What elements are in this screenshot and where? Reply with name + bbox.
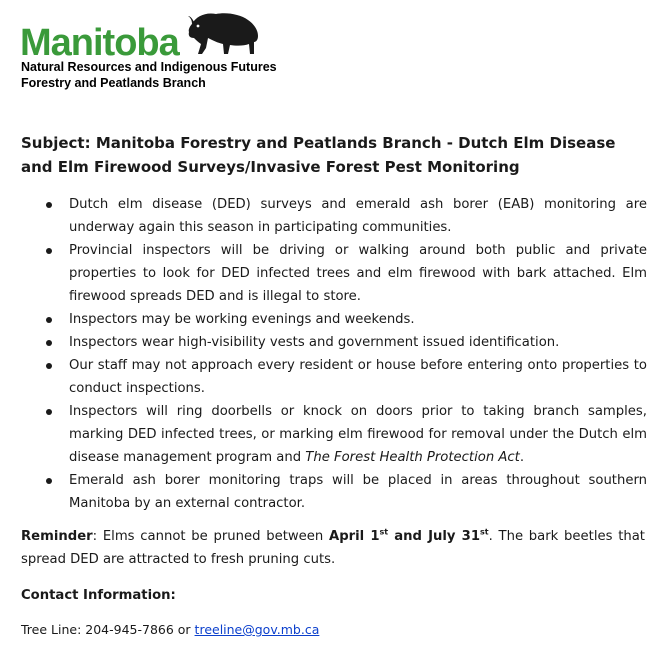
reminder-label: Reminder [21,529,93,544]
bison-icon [186,10,262,58]
bullet-icon [46,317,52,323]
list-item [21,469,647,515]
logo-wordmark: Manitoba [20,22,179,64]
bullet-icon [46,478,52,484]
contact-heading: Contact Information: [21,588,176,603]
list-item-text: Inspectors wear high-visibility vests and government issued identification. [69,335,560,350]
list-item [21,239,647,308]
bullet-icon [46,202,52,208]
list-item-text: Our staff may not approach every resident or house before entering onto properties to conduct inspections. [69,358,647,396]
list-item [21,193,647,239]
list-item-text: Dutch elm disease (DED) surveys and emerald ash borer (EAB) monitoring are underway again this season in participating communities. [69,197,647,235]
list-item [21,308,647,331]
date-text: April 1 [329,529,380,544]
contact-line [21,620,319,640]
list-item-text [69,404,647,465]
bullet-icon [46,363,52,369]
date-suffix: st [379,527,389,537]
manitoba-logo [20,10,270,62]
act-title: The Forest Health Protection Act [305,450,520,465]
reminder-date-start [329,529,489,544]
bullet-icon [46,248,52,254]
list-item-text-part: . [519,450,525,465]
list-item-text-part: Inspectors will ring doorbells or knock on doors prior to taking branch samples, marking DED infected trees, or marking elm firewood for removal under the Dutch elm disease management program and [69,404,647,465]
reminder-paragraph [21,525,645,571]
department-name: Natural Resources and Indigenous Futures [21,60,277,74]
bullet-icon [46,409,52,415]
list-item [21,354,647,400]
list-item-text: Provincial inspectors will be driving or walking around both public and private properties to look for DED infected trees and elm firewood with bark attached. Elm firewood spreads DED and is illegal to store. [69,243,647,304]
bullet-list [21,193,647,515]
list-item-text: Inspectors may be working evenings and weekends. [69,312,415,327]
date-text: July 31 [428,529,481,544]
email-link[interactable]: treeline@gov.mb.ca [194,622,320,637]
tree-line-phone: Tree Line: 204-945-7866 or [21,622,195,637]
list-item-text: Emerald ash borer monitoring traps will be placed in areas throughout southern Manitoba by an external contractor. [69,473,647,511]
list-item [21,331,647,354]
branch-name: Forestry and Peatlands Branch [21,76,206,90]
date-conjunction: and [388,529,429,544]
bullet-icon [46,340,52,346]
subject-heading: Subject: Manitoba Forestry and Peatlands Branch - Dutch Elm Disease and Elm Firewood Surveys/Invasive Forest Pest Monitoring [21,134,616,176]
reminder-text: : Elms cannot be pruned between [92,529,329,544]
date-suffix: st [480,527,489,537]
list-item [21,400,647,469]
reminder-text: . The bark beetles that spread DED are attracted to fresh pruning cuts. [21,529,645,567]
department-header [21,59,277,91]
